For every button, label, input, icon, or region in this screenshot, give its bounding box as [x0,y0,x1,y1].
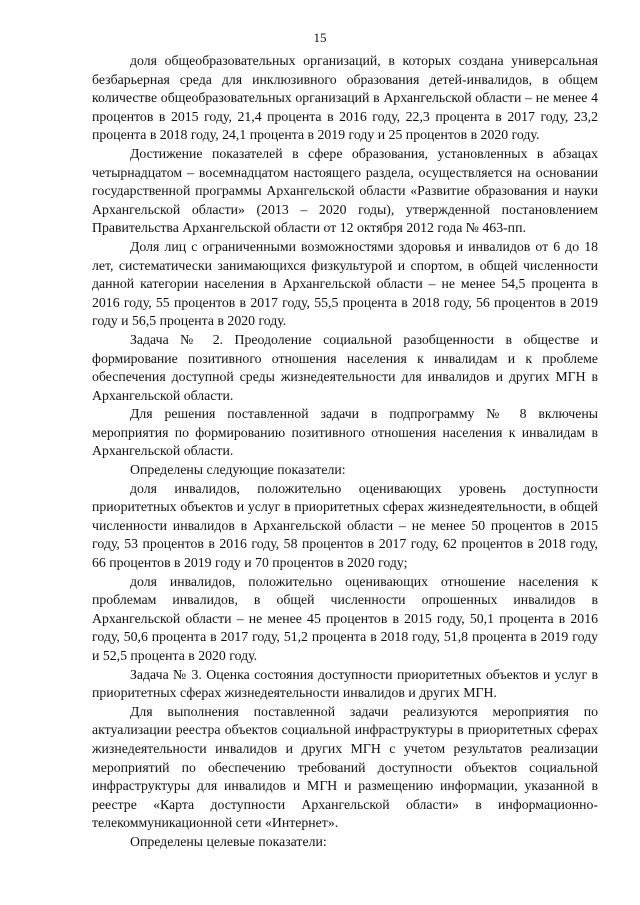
page-number: 15 [313,30,327,45]
paragraph-attitude-rating: доля инвалидов, положительно оценивающих отношение населения к проблемам инвалидов, в общей численности опрошенных инвалидов в Архангельской области – не менее 45 процентов в 2015 году, 50,1 процента в 2016 году, 50,6 процента в 2017 году, 51,2 процента в 2018 году, 51,8 процента в 2019 году и 52,5 процента в 2020 году. [92,573,598,663]
paragraph-indicators-heading: Определены следующие показатели: [130,462,346,478]
paragraph-task-2: Задача № 2. Преодоление социальной разобщенности в обществе и формирование позитивного отношения населения к инвалидам и к проблеме обеспечения доступной среды жизнедеятельности для инвалидов и других МГН в Архангельской области. [92,331,598,403]
paragraph-task-3-measures: Для выполнения поставленной задачи реализуются мероприятия по актуализации реестра объектов социальной инфраструктуры в приоритетных сферах жизнедеятельности инвалидов и других МГН с учетом результатов реализации мероприятий по обеспечению требований доступности объектов социальной инфраструктуры для инвалидов и МГН и размещению информации, указанной в реестре «Карта доступности Архангельской области» в информационно-телекоммуникационной сети «Интернет». [92,703,598,831]
paragraph-task-3: Задача № 3. Оценка состояния доступности приоритетных объектов и услуг в приоритетных сферах жизнедеятельности инвалидов и других МГН. [92,666,598,701]
paragraph-task-2-measures: Для решения поставленной задачи в подпрограмму № 8 включены мероприятия по формированию позитивного отношения населения к инвалидам в Архангельской области. [92,406,598,459]
paragraph-sports-share: Доля лиц с ограниченными возможностями здоровья и инвалидов от 6 до 18 лет, систематически занимающихся физкультурой и спортом, в общей численности данной категории населения в Архангельской области – не менее 54,5 процента в 2016 году, 55 процентов в 2017 году, 55,5 процента в 2018 году, 56 процентов в 2019 году и 56,5 процента в 2020 году. [92,238,598,329]
paragraph-education-indicators-basis: Достижение показателей в сфере образования, установленных в абзацах четырнадцатом – восемнадцатом настоящего раздела, осуществляется на основании государственной программы Архангельской области «Развитие образования и науки Архангельской области» (2013 – 2020 годы), утвержденной постановлением Правительства Архангельской области от 12 октября 2012 года № 463-пп. [92,145,598,236]
document-body [92,52,598,852]
paragraph-accessibility-rating: доля инвалидов, положительно оценивающих уровень доступности приоритетных объектов и услуг в приоритетных сферах жизнедеятельности, в общей численности инвалидов в Архангельской области – не менее 50 процентов в 2015 году, 53 процентов в 2016 году, 58 процентов в 2017 году, 62 процентов в 2018 году, 66 процентов в 2019 году и 70 процентов в 2020 году; [92,480,598,571]
paragraph-target-indicators-heading: Определены целевые показатели: [130,833,327,849]
paragraph-education-share: доля общеобразовательных организаций, в которых создана универсальная безбарьерная среда для инклюзивного образования детей-инвалидов, в общем количестве общеобразовательных организаций в Архангельской области – не менее 4 процентов в 2015 году, 21,4 процента в 2016 году, 22,3 процента в 2017 году, 23,2 процента в 2018 году, 24,1 процента в 2019 году и 25 процентов в 2020 году. [92,53,598,143]
